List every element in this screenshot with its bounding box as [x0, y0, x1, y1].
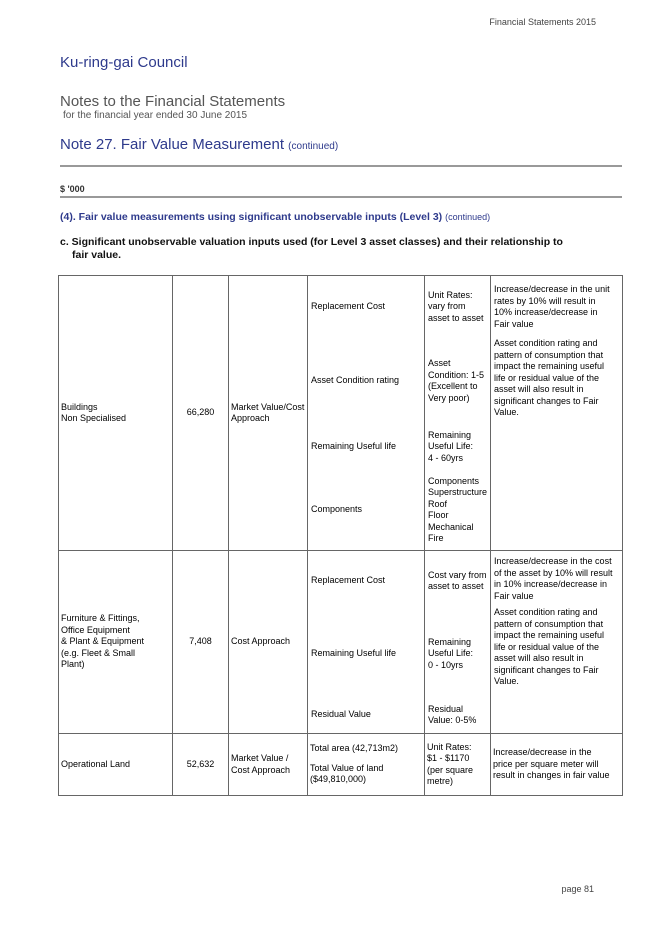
running-header: Financial Statements 2015	[489, 17, 596, 27]
page-number: page 81	[561, 884, 594, 894]
range-text: Remaining Useful Life: 4 - 60yrs	[428, 429, 474, 463]
inputs-cell: Total area (42,713m2) Total Value of land ($49,810,000)	[308, 734, 425, 796]
range-cell: Unit Rates: $1 - $1170 (per square metre)	[425, 734, 491, 796]
section-c-line2: fair value.	[72, 249, 122, 261]
range-text: Residual Value: 0-5%	[428, 703, 477, 725]
input-name: Residual Value	[311, 709, 371, 720]
section-c-line1: c. Significant unobservable valuation inputs used (for Level 3 asset classes) and their relationship to	[60, 236, 563, 248]
input-name: Components	[311, 504, 363, 515]
relationship-cell	[491, 551, 623, 734]
category-cell: Buildings Non Specialised	[59, 276, 173, 551]
input-name: Remaining Useful life	[311, 441, 397, 452]
table-row-land	[59, 734, 623, 796]
value-cell: 7,408	[173, 551, 229, 734]
technique-cell: Market Value/Cost Approach	[229, 276, 308, 551]
relationship-text: Increase/decrease in the unit rates by 10% will result in 10% increase/decrease in Fair value	[494, 284, 610, 329]
table-row-buildings	[59, 276, 623, 551]
input-name: Asset Condition rating	[311, 375, 400, 386]
value-cell: 52,632	[173, 734, 229, 796]
range-text: Components Superstructure Roof Floor Mechanical Fire	[428, 475, 488, 543]
section-4-continued: (continued)	[445, 212, 491, 222]
range-cell	[425, 551, 491, 734]
divider-top	[60, 165, 622, 167]
notes-subtitle: for the financial year ended 30 June 2015	[63, 110, 248, 121]
technique-cell: Cost Approach	[229, 551, 308, 734]
section-4-heading	[60, 211, 490, 223]
input-name: Replacement Cost	[311, 575, 386, 586]
input-name: Remaining Useful life	[311, 648, 397, 659]
range-text: Remaining Useful Life: 0 - 10yrs	[428, 636, 474, 670]
range-text: Asset Condition: 1-5 (Excellent to Very poor)	[428, 358, 485, 403]
section-c-heading	[60, 236, 620, 262]
value-cell: 66,280	[173, 276, 229, 551]
divider-currency	[60, 196, 622, 198]
range-text: Unit Rates: vary from asset to asset	[428, 289, 484, 323]
technique-cell: Market Value / Cost Approach	[229, 734, 308, 796]
relationship-text: Increase/decrease in the cost of the asset by 10% will result in 10% increase/decrease in Fair value	[494, 556, 613, 601]
note-heading	[60, 136, 338, 153]
relationship-text: Asset condition rating and pattern of consumption that impact the remaining useful life or residual value of the asset will also result in significant changes to Fair Value.	[494, 607, 605, 686]
note-continued: (continued)	[288, 141, 339, 152]
inputs-cell	[308, 551, 425, 734]
category-cell: Operational Land	[59, 734, 173, 796]
relationship-cell	[491, 276, 623, 551]
relationship-cell: Increase/decrease in the price per square meter will result in changes in fair value	[491, 734, 623, 796]
input-name: Replacement Cost	[311, 301, 386, 312]
notes-title: Notes to the Financial Statements	[60, 93, 286, 110]
category-cell: Furniture & Fittings, Office Equipment & Plant & Equipment (e.g. Fleet & Small Plant)	[59, 551, 173, 734]
fair-value-table	[58, 275, 623, 796]
council-name: Ku-ring-gai Council	[60, 54, 188, 71]
currency-label: $ '000	[60, 184, 85, 194]
note-title: Note 27. Fair Value Measurement	[60, 136, 284, 153]
section-4-title: (4). Fair value measurements using significant unobservable inputs (Level 3)	[60, 211, 443, 223]
range-text: Cost vary from asset to asset	[428, 569, 487, 591]
range-cell	[425, 276, 491, 551]
relationship-text: Asset condition rating and pattern of consumption that impact the remaining useful life or residual value of the asset will also result in significant changes to Fair Value.	[494, 338, 605, 417]
inputs-cell	[308, 276, 425, 551]
table-row-furniture	[59, 551, 623, 734]
